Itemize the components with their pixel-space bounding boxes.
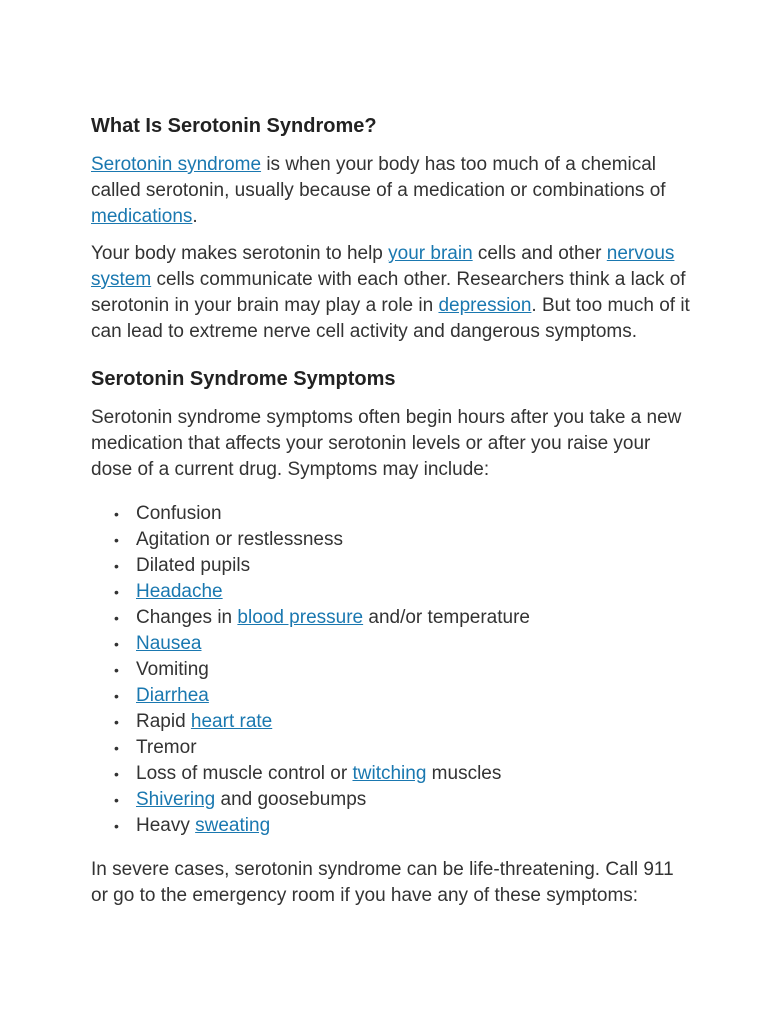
list-item-blood-pressure bbox=[114, 605, 691, 631]
link-nausea[interactable]: Nausea bbox=[136, 633, 202, 654]
text: and/or temperature bbox=[363, 607, 530, 628]
bullet: • bbox=[114, 714, 119, 730]
text: Confusion bbox=[136, 503, 222, 524]
paragraph-severe-cases: In severe cases, serotonin syndrome can be life-threatening. Call 911 or go to the emergency room if you have any of these symptoms: bbox=[91, 859, 674, 906]
text: Your body makes serotonin to help bbox=[91, 243, 389, 264]
link-twitching[interactable]: twitching bbox=[352, 763, 427, 784]
article-content bbox=[91, 112, 691, 909]
text: is when your body has too much of a chemical called serotonin, usually because of a medication or combinations of bbox=[91, 154, 666, 201]
bullet: • bbox=[114, 818, 119, 834]
link-headache[interactable]: Headache bbox=[136, 581, 223, 602]
list-item-dilated-pupils bbox=[114, 553, 691, 579]
text: . But too much of it can lead to extreme nerve cell activity and dangerous symptoms. bbox=[91, 295, 690, 342]
bullet: • bbox=[114, 662, 119, 678]
text: muscles bbox=[426, 763, 502, 784]
text: Heavy bbox=[136, 815, 196, 836]
list-item-agitation bbox=[114, 527, 691, 553]
link-depression[interactable]: depression bbox=[438, 295, 532, 316]
link-diarrhea[interactable]: Diarrhea bbox=[136, 685, 209, 706]
bullet: • bbox=[114, 792, 119, 808]
link-nervous-system[interactable]: nervous system bbox=[91, 243, 675, 290]
symptoms-list bbox=[91, 501, 691, 839]
list-item-confusion bbox=[114, 501, 691, 527]
bullet: • bbox=[114, 532, 119, 548]
link-medications[interactable]: medications bbox=[91, 206, 193, 227]
text: Vomiting bbox=[136, 659, 209, 680]
link-heart-rate[interactable]: heart rate bbox=[190, 711, 273, 732]
list-item-nausea bbox=[114, 631, 691, 657]
bullet: • bbox=[114, 688, 119, 704]
link-shivering[interactable]: Shivering bbox=[136, 789, 216, 810]
list-item-muscle-control bbox=[114, 761, 691, 787]
list-item-tremor bbox=[114, 735, 691, 761]
list-item-sweating bbox=[114, 813, 691, 839]
link-blood-pressure[interactable]: blood pressure bbox=[237, 607, 364, 628]
bullet: • bbox=[114, 610, 119, 626]
bullet: • bbox=[114, 636, 119, 652]
text: cells communicate with each other. Researchers think a lack of serotonin in your brain may play a role in bbox=[91, 269, 686, 316]
text: and goosebumps bbox=[215, 789, 367, 810]
text: Changes in bbox=[136, 607, 238, 628]
bullet: • bbox=[114, 584, 119, 600]
text: Agitation or restlessness bbox=[136, 529, 343, 550]
link-serotonin-syndrome[interactable]: Serotonin syndrome bbox=[91, 154, 262, 175]
list-item-vomiting bbox=[114, 657, 691, 683]
list-item-heart-rate bbox=[114, 709, 691, 735]
bullet: • bbox=[114, 506, 119, 522]
link-your-brain[interactable]: your brain bbox=[388, 243, 473, 264]
link-sweating[interactable]: sweating bbox=[195, 815, 271, 836]
paragraph-serotonin-role bbox=[91, 241, 691, 345]
text: . bbox=[192, 206, 198, 227]
paragraph-definition bbox=[91, 152, 691, 230]
bullet: • bbox=[114, 766, 119, 782]
list-item-shivering bbox=[114, 787, 691, 813]
text: cells and other bbox=[472, 243, 607, 264]
text: Dilated pupils bbox=[136, 555, 251, 576]
paragraph-symptoms-intro: Serotonin syndrome symptoms often begin hours after you take a new medication that affects your serotonin levels or after you raise your dose of a current drug. Symptoms may include: bbox=[91, 407, 682, 480]
bullet: • bbox=[114, 558, 119, 574]
bullet: • bbox=[114, 740, 119, 756]
list-item-diarrhea bbox=[114, 683, 691, 709]
text: Loss of muscle control or bbox=[136, 763, 353, 784]
text: Tremor bbox=[136, 737, 197, 758]
list-item-headache bbox=[114, 579, 691, 605]
heading-what-is-serotonin-syndrome: What Is Serotonin Syndrome? bbox=[91, 115, 377, 137]
text: Rapid bbox=[136, 711, 191, 732]
heading-symptoms: Serotonin Syndrome Symptoms bbox=[91, 368, 396, 390]
